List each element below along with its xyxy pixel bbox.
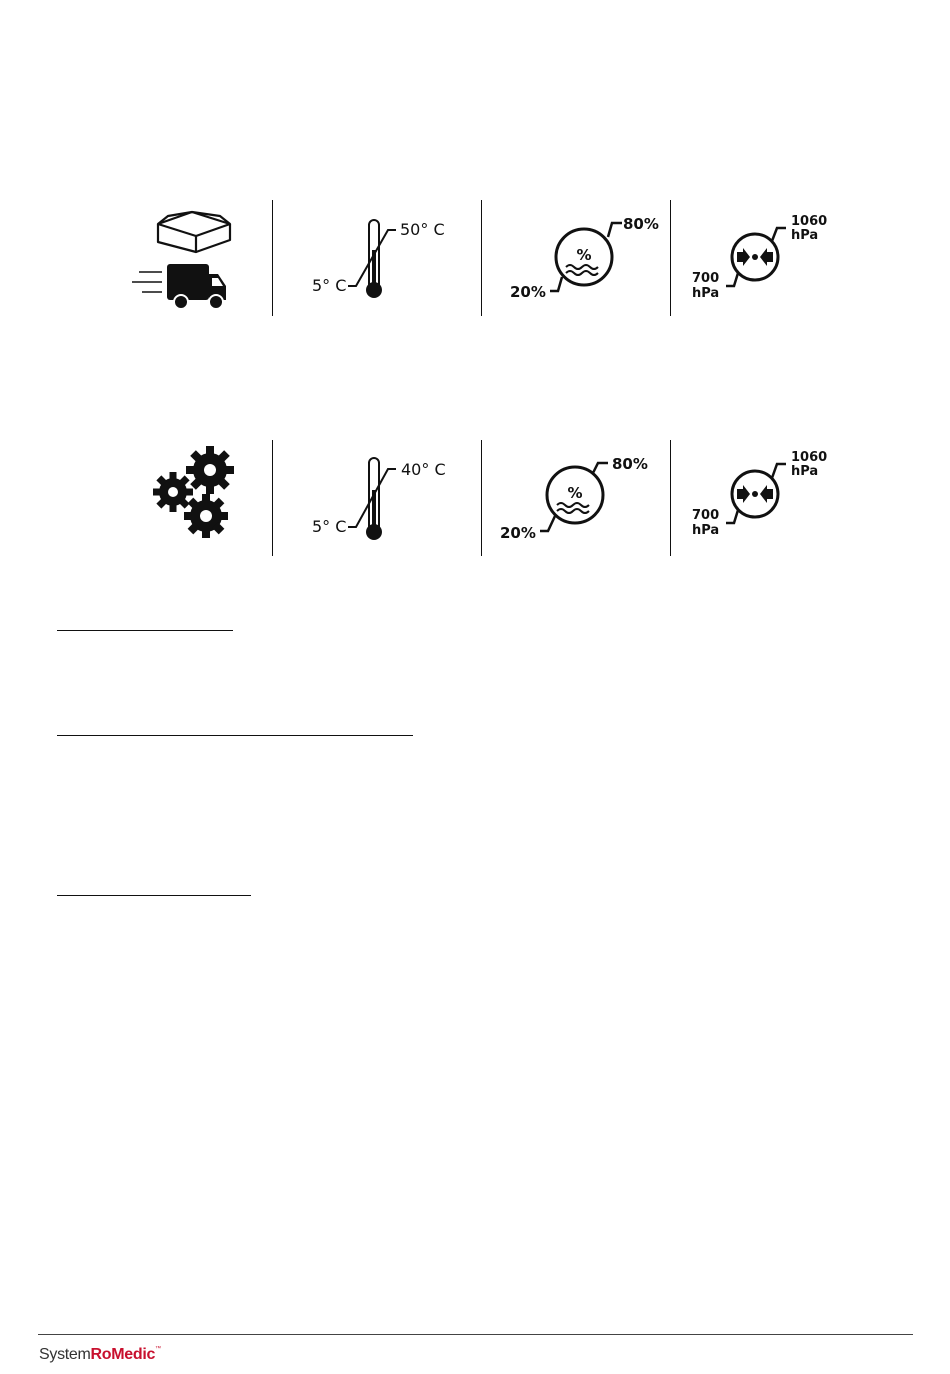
divider	[481, 200, 482, 316]
temperature-min-label: 5° C	[312, 276, 347, 295]
thermometer-icon	[348, 220, 396, 298]
humidity-limit-cell	[490, 440, 660, 556]
temperature-min-label: 5° C	[312, 517, 347, 536]
thermometer-icon	[348, 458, 396, 540]
trademark-symbol: ™	[155, 1346, 161, 1352]
pressure-limit-cell	[690, 200, 850, 316]
operation-conditions-row	[0, 440, 950, 556]
humidity-symbol: %	[567, 484, 583, 502]
brand-name: RoMedic	[90, 1346, 156, 1363]
humidity-symbol: %	[576, 246, 592, 264]
gears-icon	[153, 446, 234, 538]
pressure-min-value: 700	[692, 508, 720, 523]
temperature-max-label: 40° C	[401, 460, 446, 479]
pressure-max-unit: hPa	[791, 228, 819, 243]
pressure-max-value: 1060	[791, 450, 828, 465]
divider	[670, 440, 671, 556]
pressure-limit-cell	[690, 440, 850, 556]
divider	[670, 200, 671, 316]
humidity-limit-cell	[500, 200, 670, 316]
operation-icon-cell	[140, 440, 260, 556]
transport-conditions-row	[0, 200, 950, 316]
pressure-max-unit: hPa	[791, 464, 819, 479]
footer-divider	[38, 1334, 913, 1335]
divider	[481, 440, 482, 556]
delivery-truck-icon	[132, 264, 226, 309]
blank-underline	[57, 895, 251, 896]
pressure-min-unit: hPa	[692, 286, 720, 301]
humidity-min-label: 20%	[510, 283, 546, 301]
transport-icon-cell	[120, 200, 260, 316]
temperature-max-label: 50° C	[400, 220, 445, 239]
atmospheric-pressure-icon	[726, 464, 786, 523]
pressure-min-unit: hPa	[692, 523, 720, 538]
temperature-limit-cell	[300, 200, 470, 316]
brand-logo	[39, 1346, 161, 1364]
divider	[272, 200, 273, 316]
box-icon	[158, 212, 230, 252]
humidity-max-label: 80%	[612, 455, 648, 473]
divider	[272, 440, 273, 556]
humidity-min-label: 20%	[500, 524, 536, 542]
atmospheric-pressure-icon	[726, 228, 786, 286]
pressure-min-value: 700	[692, 271, 720, 286]
humidity-max-label: 80%	[623, 215, 659, 233]
brand-prefix: System	[39, 1346, 91, 1363]
pressure-max-value: 1060	[791, 214, 828, 229]
temperature-limit-cell	[300, 440, 470, 556]
blank-underline	[57, 735, 413, 736]
blank-underline	[57, 630, 233, 631]
